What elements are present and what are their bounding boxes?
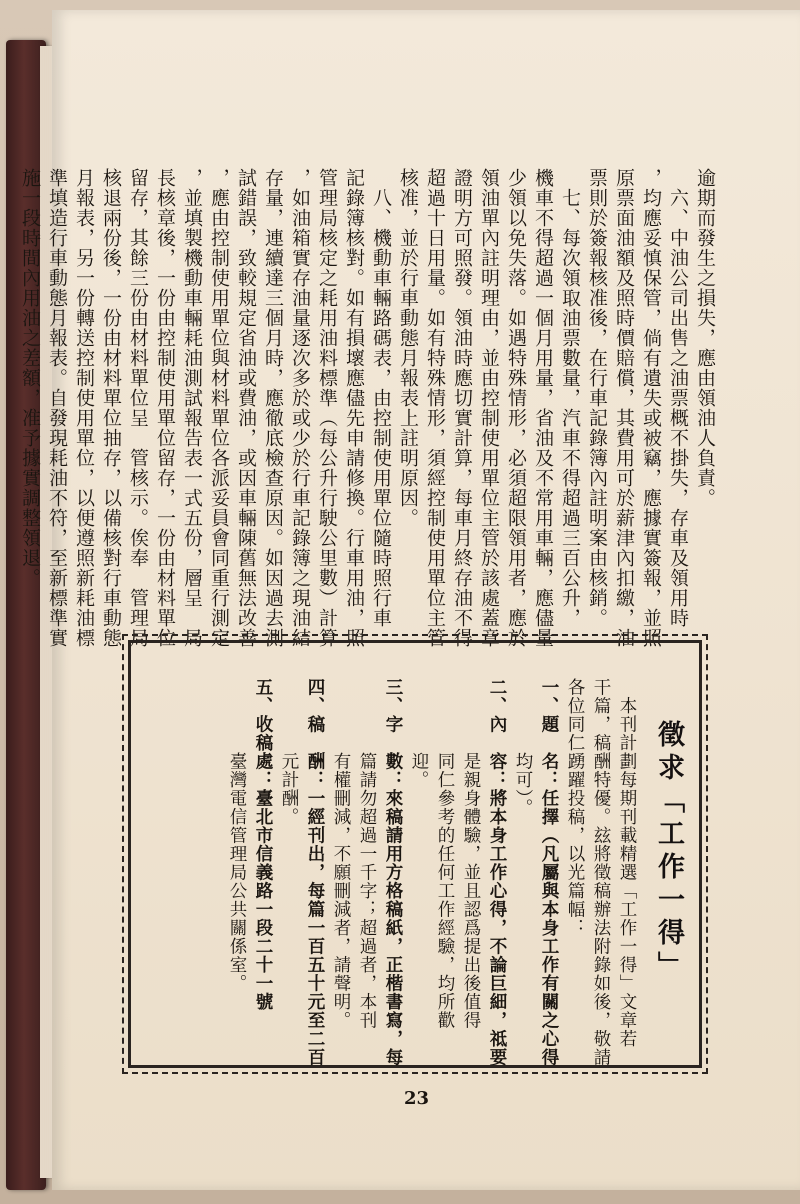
text-column: 原票面油額及照時價賠償，其費用可於薪津內扣繳，油 [613,168,635,648]
text-column: 證明方可照發。領油時應切實計算，每車月終存油不得 [451,168,473,648]
notice-column: 干篇，稿酬特優。玆將徵稿辦法附錄如後，敬請 [591,678,611,1067]
text-column: 少領以免失落。如遇特殊情形，必須超限領用者，應於 [505,168,527,648]
text-column: 逾期而發生之損失，應由領油人負責。 [694,168,716,508]
text-column: 領油單內註明理由，並由控制使用單位主管於該處蓋章 [478,168,500,648]
notice-column: 臺灣電信管理局公共關係室。 [227,678,247,993]
notice-column: 四、稿 酬：一經刊出，每篇一百五十元至二百 [305,678,325,1067]
notice-column: 篇請勿超過一千字；超過者，本刊 [357,678,377,1030]
notice-title: 徵求「工作一得」 [653,720,684,984]
text-column: 機車不得超過一個月用量，省油及不常用車輛，應儘量 [532,168,554,648]
notice-column: 迎。 [409,678,429,789]
notice-text [120,678,640,1067]
text-column: 準填造行車動態月報表。自發現耗油不符，至新標準實 [46,168,68,648]
notice-column: 一、題 名：任擇（凡屬與本身工作有關之心得 [539,678,559,1067]
text-column: 月報表，另一份轉送控制使用單位，以便遵照新耗油標 [73,168,95,648]
notice-column: 本刊計劃每期刊載精選「工作一得」文章若 [617,678,637,1048]
text-column: 長核章後，一份由控制使用單位留存，一份由材料單位 [154,168,176,648]
text-column: ，並填製機動車輛耗油測試報告表一式五份，層呈 局 [181,168,203,648]
notice-column: 有權刪減，不願刪減者，請聲明。 [331,678,351,1030]
text-column: 超過十日用量。如有特殊情形，須經控制使用單位主管 [424,168,446,648]
notice-column: 三、字 數：來稿請用方格稿紙，正楷書寫，每 [383,678,403,1067]
notice-column: 同仁參考的任何工作經驗，均所歡 [435,678,455,1030]
notice-column: 各位同仁踴躍投稿，以光篇幅： [565,678,585,937]
text-column: 核准，並於行車動態月報表上註明原因。 [397,168,419,528]
text-column: 記錄簿核對。如有損壞應儘先申請修換。行車用油，照 [343,168,365,648]
text-column: 管理局核定之耗用油料標準（每公升行駛公里數）計算 [316,168,338,648]
text-column: 八、機動車輛路碼表，由控制使用單位隨時照行車 [370,168,392,628]
page-number: 23 [404,1088,430,1109]
notice-column: 元計酬。 [279,678,299,826]
text-column: 留存，其餘三份由材料單位呈 管核示。俟奉 管理局 [127,168,149,648]
text-column: 六、中油公司出售之油票概不掛失，存車及領用時 [667,168,689,628]
text-column: 七、每次領取油票數量，汽車不得超過三百公升， [559,168,581,628]
text-column: 核退兩份後，一份由材料單位抽存，以備核對行車動態 [100,168,122,648]
text-column: ，如油箱實存油量逐次多於或少於行車記錄簿之現油結 [289,168,311,648]
notice-column: 五、收稿處：臺北市信義路一段二十一號 [253,678,273,1011]
text-column: 施一段時間內用油之差額，准予據實調整領退。 [19,168,41,588]
text-column: 存量，連續達三個月時，應徹底檢查原因。如因過去測 [262,168,284,648]
text-column: ，均應妥慎保管，倘有遺失或被竊，應據實簽報，並照 [640,168,662,648]
text-column: 試錯誤，致較規定省油或費油，或因車輛陳舊無法改善 [235,168,257,648]
regulation-text [19,168,718,648]
notice-column: 二、內 容：將本身工作心得，不論巨細，祗要 [487,678,507,1067]
text-column: 票則於簽報核准後，在行車記錄簿內註明案由核銷。 [586,168,608,628]
text-column: ，應由控制使用單位與材料單位各派妥員會同重行測定 [208,168,230,648]
notice-column: 是親身體驗，並且認爲提出後值得 [461,678,481,1030]
notice-column: 均可）。 [513,678,533,818]
